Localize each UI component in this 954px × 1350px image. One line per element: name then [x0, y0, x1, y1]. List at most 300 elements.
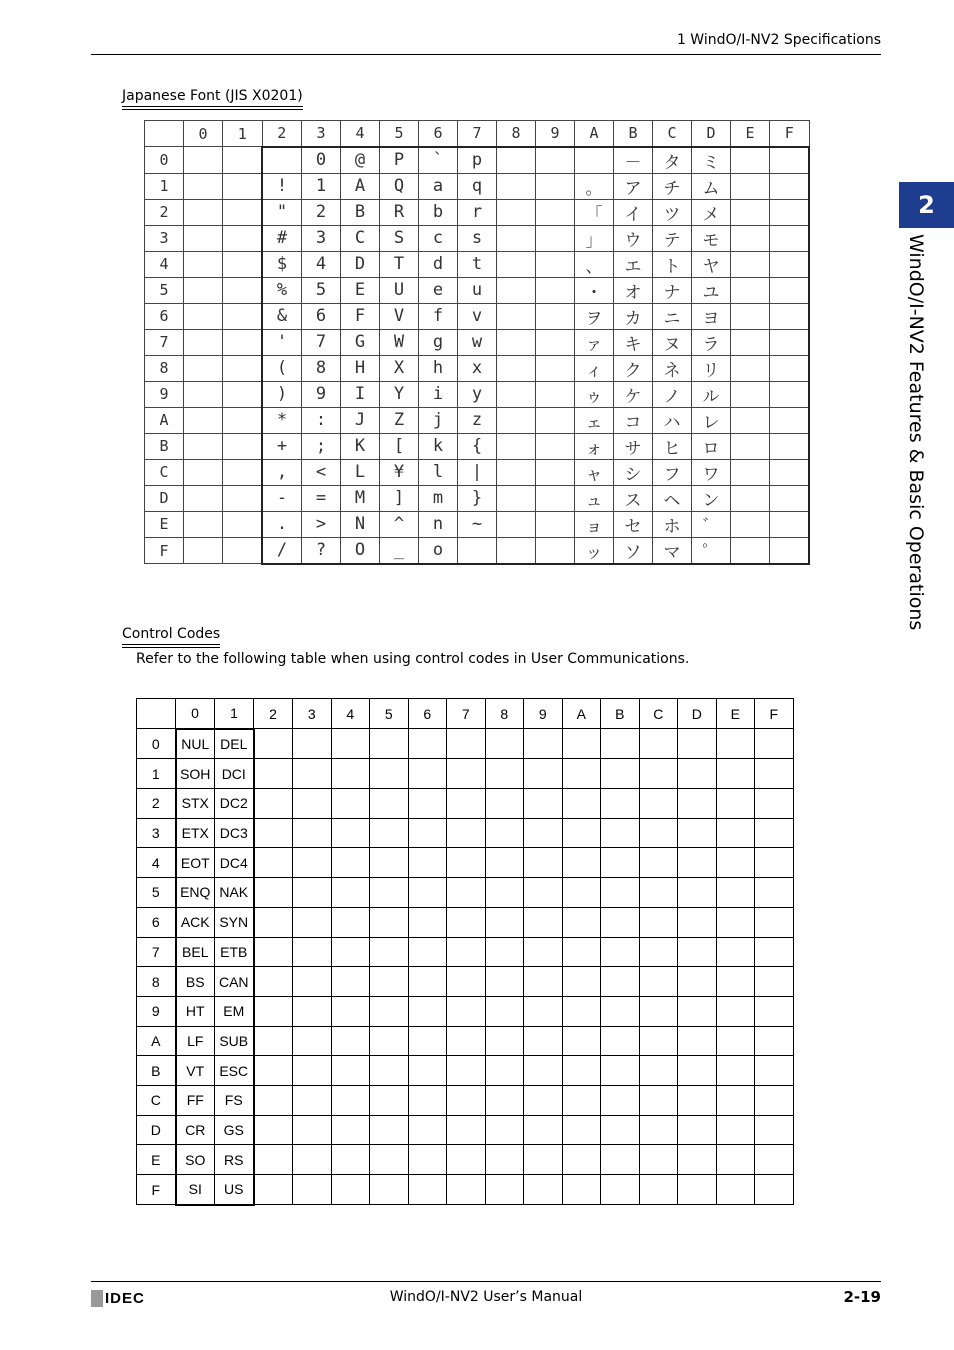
- table-header-cell: 8: [497, 121, 536, 147]
- table-cell: [601, 1026, 640, 1056]
- table-cell: [370, 967, 409, 997]
- table-cell: 4: [302, 251, 341, 277]
- table-cell: チ: [653, 173, 692, 199]
- table-cell: %: [262, 277, 302, 303]
- table-cell: DC4: [215, 848, 254, 878]
- table-cell: [254, 878, 293, 908]
- table-header-cell: 7: [458, 121, 497, 147]
- table-cell: [770, 147, 810, 174]
- table-cell: [716, 789, 755, 819]
- table-cell: [293, 1175, 332, 1205]
- table-cell: [770, 277, 810, 303]
- table-cell: [497, 277, 536, 303]
- table-cell: コ: [614, 407, 653, 433]
- control-codes-title: Control Codes: [122, 626, 220, 645]
- table-cell: [678, 996, 717, 1026]
- table-cell: DC2: [215, 789, 254, 819]
- table-cell: [536, 459, 575, 485]
- table-cell: [184, 511, 223, 537]
- table-cell: d: [419, 251, 458, 277]
- table-cell: M: [341, 485, 380, 511]
- table-cell: [408, 1085, 447, 1115]
- table-row: [137, 878, 794, 908]
- table-cell: [536, 303, 575, 329]
- table-cell: <: [302, 459, 341, 485]
- table-row: [145, 459, 810, 485]
- table-cell: [370, 1085, 409, 1115]
- table-cell: [524, 848, 563, 878]
- table-cell: r: [458, 199, 497, 225]
- table-cell: [447, 967, 486, 997]
- table-cell: [485, 967, 524, 997]
- table-cell: 」: [575, 225, 614, 251]
- table-cell: ~: [458, 511, 497, 537]
- table-cell: [678, 848, 717, 878]
- table-cell: [497, 407, 536, 433]
- table-cell: [497, 381, 536, 407]
- table-cell: [678, 818, 717, 848]
- table-cell: [223, 433, 263, 459]
- table-cell: [562, 878, 601, 908]
- table-cell: [223, 537, 263, 564]
- table-cell: [408, 1175, 447, 1205]
- table-header-cell: 1: [223, 121, 263, 147]
- table-row: [137, 759, 794, 789]
- table-cell: n: [419, 511, 458, 537]
- table-cell: [184, 485, 223, 511]
- table-cell: [184, 329, 223, 355]
- table-cell: [678, 789, 717, 819]
- table-cell: |: [458, 459, 497, 485]
- table-cell: C: [341, 225, 380, 251]
- control-codes-table: [136, 698, 794, 1206]
- table-cell: [639, 1175, 678, 1205]
- table-cell: 1: [302, 173, 341, 199]
- table-row: [145, 173, 810, 199]
- table-cell: [716, 967, 755, 997]
- table-cell: [562, 759, 601, 789]
- table-header-cell: 8: [145, 355, 184, 381]
- table-header-cell: 5: [145, 277, 184, 303]
- table-cell: [293, 967, 332, 997]
- table-cell: RS: [215, 1145, 254, 1175]
- table-cell: [408, 1115, 447, 1145]
- table-row: [137, 1175, 794, 1205]
- table-cell: [639, 878, 678, 908]
- table-header-cell: 4: [145, 251, 184, 277]
- table-cell: [370, 996, 409, 1026]
- table-cell: [716, 1056, 755, 1086]
- table-cell: [755, 878, 794, 908]
- table-header-cell: 4: [341, 121, 380, 147]
- table-header-cell: 4: [331, 699, 370, 729]
- table-cell: [254, 1026, 293, 1056]
- table-cell: [408, 848, 447, 878]
- table-cell: 。: [575, 173, 614, 199]
- table-cell: [639, 789, 678, 819]
- table-cell: [536, 433, 575, 459]
- table-cell: [562, 1145, 601, 1175]
- table-header-cell: 7: [145, 329, 184, 355]
- table-cell: [447, 1175, 486, 1205]
- table-header-cell: 9: [145, 381, 184, 407]
- table-cell: [716, 937, 755, 967]
- table-header-cell: [137, 699, 176, 729]
- table-cell: [458, 537, 497, 564]
- table-cell: [716, 878, 755, 908]
- table-cell: [755, 1175, 794, 1205]
- table-row: [145, 433, 810, 459]
- table-row: [137, 729, 794, 759]
- table-cell: [447, 996, 486, 1026]
- table-cell: B: [341, 199, 380, 225]
- table-cell: (: [262, 355, 302, 381]
- table-cell: ヌ: [653, 329, 692, 355]
- table-cell: [254, 1056, 293, 1086]
- table-cell: [370, 1026, 409, 1056]
- table-cell: [678, 729, 717, 759]
- table-cell: Y: [380, 381, 419, 407]
- table-cell: [536, 277, 575, 303]
- table-cell: .: [262, 511, 302, 537]
- table-cell: [293, 1115, 332, 1145]
- table-cell: [485, 848, 524, 878]
- page-number: 2-19: [843, 1288, 881, 1306]
- table-cell: [447, 789, 486, 819]
- table-cell: セ: [614, 511, 653, 537]
- table-cell: CR: [176, 1115, 215, 1145]
- table-cell: [716, 996, 755, 1026]
- table-cell: [770, 537, 810, 564]
- table-cell: [536, 537, 575, 564]
- table-cell: [716, 1115, 755, 1145]
- table-cell: CAN: [215, 967, 254, 997]
- table-cell: [497, 355, 536, 381]
- table-cell: [678, 1145, 717, 1175]
- table-row: [137, 907, 794, 937]
- table-cell: u: [458, 277, 497, 303]
- table-cell: [524, 759, 563, 789]
- table-header-cell: 7: [447, 699, 486, 729]
- table-header-cell: E: [731, 121, 770, 147]
- table-cell: [447, 1026, 486, 1056]
- table-header-cell: B: [137, 1056, 176, 1086]
- table-cell: ホ: [653, 511, 692, 537]
- table-cell: m: [419, 485, 458, 511]
- japanese-font-title: Japanese Font (JIS X0201): [122, 88, 303, 107]
- table-cell: [223, 407, 263, 433]
- table-cell: L: [341, 459, 380, 485]
- table-cell: v: [458, 303, 497, 329]
- table-cell: [497, 511, 536, 537]
- table-cell: [331, 729, 370, 759]
- table-cell: [447, 818, 486, 848]
- table-cell: [770, 225, 810, 251]
- table-cell: b: [419, 199, 458, 225]
- table-cell: 6: [302, 303, 341, 329]
- table-cell: :: [302, 407, 341, 433]
- table-cell: [716, 729, 755, 759]
- table-cell: カ: [614, 303, 653, 329]
- table-header-cell: C: [137, 1085, 176, 1115]
- table-header-cell: F: [137, 1175, 176, 1205]
- table-cell: [601, 937, 640, 967]
- table-cell: =: [302, 485, 341, 511]
- table-row: [145, 225, 810, 251]
- table-cell: [223, 355, 263, 381]
- table-cell: [370, 848, 409, 878]
- table-cell: [254, 907, 293, 937]
- table-cell: [770, 381, 810, 407]
- table-cell: LF: [176, 1026, 215, 1056]
- table-cell: [254, 759, 293, 789]
- table-cell: [497, 173, 536, 199]
- table-cell: [293, 759, 332, 789]
- table-header-cell: 0: [176, 699, 215, 729]
- table-cell: [755, 818, 794, 848]
- table-cell: [731, 459, 770, 485]
- table-cell: [770, 511, 810, 537]
- table-cell: [601, 996, 640, 1026]
- table-cell: [716, 1026, 755, 1056]
- table-cell: ュ: [575, 485, 614, 511]
- table-cell: [716, 759, 755, 789]
- table-header-cell: 8: [485, 699, 524, 729]
- table-cell: [370, 759, 409, 789]
- table-cell: ソ: [614, 537, 653, 564]
- table-cell: SYN: [215, 907, 254, 937]
- table-cell: [536, 329, 575, 355]
- table-cell: マ: [653, 537, 692, 564]
- table-cell: HT: [176, 996, 215, 1026]
- table-header-cell: 9: [536, 121, 575, 147]
- table-cell: [731, 537, 770, 564]
- table-header-cell: 1: [145, 173, 184, 199]
- table-cell: [370, 1145, 409, 1175]
- table-cell: [770, 485, 810, 511]
- table-cell: [562, 1026, 601, 1056]
- table-cell: オ: [614, 277, 653, 303]
- table-cell: [408, 729, 447, 759]
- table-cell: [678, 967, 717, 997]
- table-cell: ケ: [614, 381, 653, 407]
- table-cell: [536, 511, 575, 537]
- table-cell: 3: [302, 225, 341, 251]
- table-cell: [497, 199, 536, 225]
- table-cell: [254, 937, 293, 967]
- table-row: [137, 1145, 794, 1175]
- table-cell: DEL: [215, 729, 254, 759]
- table-cell: [639, 818, 678, 848]
- table-cell: g: [419, 329, 458, 355]
- table-header-cell: C: [639, 699, 678, 729]
- table-cell: Z: [380, 407, 419, 433]
- table-cell: SO: [176, 1145, 215, 1175]
- table-cell: [524, 818, 563, 848]
- table-cell: ネ: [653, 355, 692, 381]
- table-cell: [562, 907, 601, 937]
- table-cell: [731, 225, 770, 251]
- table-row: [145, 511, 810, 537]
- table-cell: [716, 818, 755, 848]
- table-cell: c: [419, 225, 458, 251]
- table-cell: [678, 1085, 717, 1115]
- table-header-row: [145, 121, 810, 147]
- table-cell: キ: [614, 329, 653, 355]
- table-cell: R: [380, 199, 419, 225]
- table-cell: [447, 759, 486, 789]
- table-cell: [497, 303, 536, 329]
- table-header-cell: 2: [262, 121, 302, 147]
- table-cell: NAK: [215, 878, 254, 908]
- table-cell: ': [262, 329, 302, 355]
- table-row: [145, 251, 810, 277]
- table-cell: ロ: [692, 433, 731, 459]
- table-cell: [536, 407, 575, 433]
- table-cell: Q: [380, 173, 419, 199]
- table-cell: [331, 996, 370, 1026]
- table-cell: p: [458, 147, 497, 174]
- table-cell: 7: [302, 329, 341, 355]
- table-cell: [184, 251, 223, 277]
- table-cell: [408, 878, 447, 908]
- table-header-cell: C: [653, 121, 692, 147]
- table-cell: [536, 355, 575, 381]
- table-cell: [370, 1115, 409, 1145]
- table-cell: [447, 1085, 486, 1115]
- table-cell: {: [458, 433, 497, 459]
- table-cell: ェ: [575, 407, 614, 433]
- table-cell: [497, 433, 536, 459]
- table-header-cell: [145, 121, 184, 147]
- table-cell: o: [419, 537, 458, 564]
- table-cell: [639, 967, 678, 997]
- table-cell: [254, 1175, 293, 1205]
- table-row: [145, 381, 810, 407]
- table-cell: エ: [614, 251, 653, 277]
- table-cell: [485, 996, 524, 1026]
- table-cell: [601, 1056, 640, 1086]
- table-cell: [716, 907, 755, 937]
- table-cell: $: [262, 251, 302, 277]
- table-cell: [716, 1175, 755, 1205]
- table-cell: [331, 1115, 370, 1145]
- control-codes-intro: Refer to the following table when using control codes in User Communications.: [136, 651, 690, 667]
- table-cell: ア: [614, 173, 653, 199]
- table-cell: [731, 407, 770, 433]
- table-cell: [497, 537, 536, 564]
- table-cell: [370, 1056, 409, 1086]
- table-cell: [184, 355, 223, 381]
- table-cell: ": [262, 199, 302, 225]
- table-cell: [254, 729, 293, 759]
- table-cell: [485, 789, 524, 819]
- table-row: [137, 818, 794, 848]
- table-cell: P: [380, 147, 419, 174]
- table-cell: [524, 907, 563, 937]
- table-cell: FF: [176, 1085, 215, 1115]
- table-cell: [678, 759, 717, 789]
- table-cell: NUL: [176, 729, 215, 759]
- table-cell: [731, 303, 770, 329]
- table-cell: 8: [302, 355, 341, 381]
- table-cell: [485, 937, 524, 967]
- table-cell: [731, 277, 770, 303]
- table-cell: [536, 381, 575, 407]
- table-cell: [562, 729, 601, 759]
- table-cell: [370, 937, 409, 967]
- table-header-cell: F: [770, 121, 810, 147]
- table-row: [137, 996, 794, 1026]
- table-cell: O: [341, 537, 380, 564]
- table-header-cell: 3: [293, 699, 332, 729]
- table-cell: タ: [653, 147, 692, 174]
- table-cell: [639, 1085, 678, 1115]
- table-cell: [331, 878, 370, 908]
- table-cell: [678, 937, 717, 967]
- table-cell: [731, 199, 770, 225]
- table-cell: [524, 1056, 563, 1086]
- table-cell: [562, 1085, 601, 1115]
- logo-text: IDEC: [105, 1290, 145, 1307]
- table-row: [137, 1115, 794, 1145]
- table-cell: t: [458, 251, 497, 277]
- table-cell: BEL: [176, 937, 215, 967]
- table-cell: EOT: [176, 848, 215, 878]
- table-header-cell: B: [614, 121, 653, 147]
- table-cell: [293, 996, 332, 1026]
- table-cell: [254, 1085, 293, 1115]
- table-cell: [678, 1115, 717, 1145]
- table-cell: [536, 199, 575, 225]
- table-cell: [485, 818, 524, 848]
- table-cell: [770, 459, 810, 485]
- table-header-cell: 3: [145, 225, 184, 251]
- table-cell: [755, 996, 794, 1026]
- table-cell: [184, 407, 223, 433]
- table-cell: ユ: [692, 277, 731, 303]
- table-cell: モ: [692, 225, 731, 251]
- table-cell: [639, 1056, 678, 1086]
- table-header-cell: D: [678, 699, 717, 729]
- table-cell: W: [380, 329, 419, 355]
- table-cell: ス: [614, 485, 653, 511]
- table-cell: +: [262, 433, 302, 459]
- table-cell: ノ: [653, 381, 692, 407]
- table-cell: [254, 848, 293, 878]
- table-cell: [601, 759, 640, 789]
- table-cell: ;: [302, 433, 341, 459]
- table-cell: [770, 251, 810, 277]
- table-cell: [562, 967, 601, 997]
- table-cell: [601, 1175, 640, 1205]
- table-cell: [497, 225, 536, 251]
- table-cell: [293, 729, 332, 759]
- table-cell: [639, 1115, 678, 1145]
- table-cell: [575, 147, 614, 174]
- table-cell: イ: [614, 199, 653, 225]
- table-cell: e: [419, 277, 458, 303]
- table-cell: －: [614, 147, 653, 174]
- table-cell: STX: [176, 789, 215, 819]
- table-header-cell: 0: [137, 729, 176, 759]
- table-row: [145, 485, 810, 511]
- table-cell: s: [458, 225, 497, 251]
- table-cell: [408, 1056, 447, 1086]
- table-cell: [770, 433, 810, 459]
- table-cell: -: [262, 485, 302, 511]
- table-cell: [755, 848, 794, 878]
